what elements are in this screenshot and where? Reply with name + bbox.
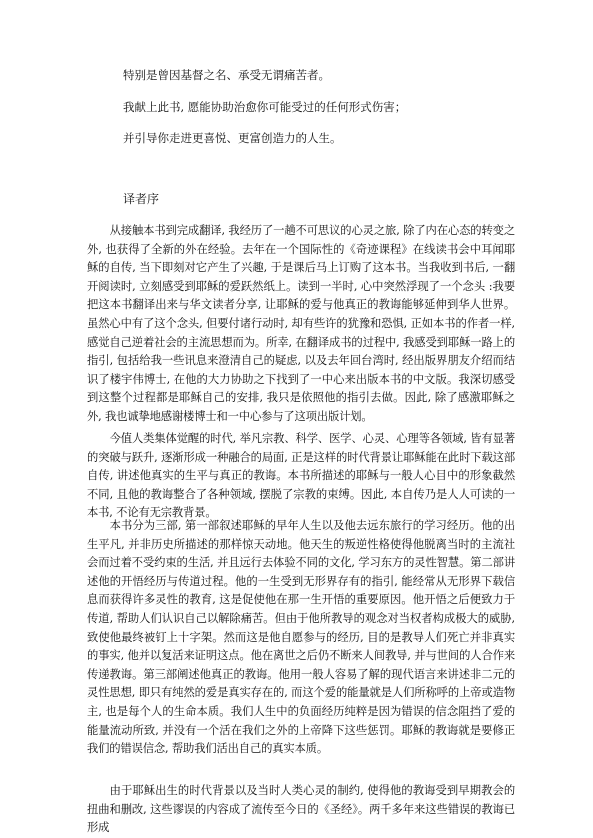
preface-paragraph: 由于耶稣出生的时代背景以及当时人类心灵的制约, 使得他的教诲受到早期教会的扭曲和删改, 这些谬误的内容成了流传至今日的《圣经》。两千多年来这些错误的教诲已形成 (87, 784, 515, 835)
dedication-line-2: 我献上此书, 愿能协助治愈你可能受过的任何形式伤害； (123, 100, 407, 114)
preface-paragraph: 本书分为三部, 第一部叙述耶稣的早年人生以及他去远东旅行的学习经历。他的出生平凡, 并非历史所描述的那样惊天动地。他天生的叛逆性格使得他脱离当时的主流社会而过着不受约束的生活, 并且远行去体验不同的文化, 学习东方的灵性智慧。第二部讲述他的开悟经历与传道过程。他的一生受到无形界存有的指引, 能经常从无形界下载信息而获得许多灵性的教育, 这是促使他在那一生开悟的重要原因。他开悟之后便致力于传道, 帮助人们认识自己以解除痛苦。但由于他所教导的观念对当权者构成极大的威胁, 致使他最终被钉上十字架。然而这是他自愿参与的经历, 目的是教导人们死亡并非真实的事实, 他并以复活来证明这点。他在离世之后仍不断来人间教导, 并与世间的人合作来传递教诲。第三部阐述他真正的教诲。他用一般人容易了解的现代语言来讲述非二元的灵性思想, 即只有纯然的爱是真实存在的, 而这个爱的能量就是人们所称呼的上帝或造物主, 也是每个人的生命本质。我们人生中的负面经历纯粹是因为错误的信念阻挡了爱的能量流动所致, 并没有一个活在我们之外的上帝降下这些惩罚。耶稣的教诲就是要修正我们的错误信念, 帮助我们活出自己的真实本质。 (87, 519, 515, 756)
preface-paragraph: 从接触本书到完成翻译, 我经历了一趟不可思议的心灵之旅, 除了内在心态的转变之外, 也获得了全新的外在经验。去年在一个国际性的《奇迹课程》在线读书会中耳闻耶稣的自传, 当下即刻对它产生了兴趣, 于是课后马上订购了这本书。当我收到书后, 一翻开阅读时, 立刻感受到耶稣的爱跃然纸上。读到一半时, 心中突然浮现了一个念头 :我要把这本书翻译出来与华文读者分享, 让耶稣的爱与他真正的教诲能够延伸到华人世界。虽然心中有了这个念头, 但要付诸行动时, 却有些许的犹豫和恐惧, 正如本书的作者一样, 感觉自己逆着社会的主流思想而为。所幸, 在翻译成书的过程中, 我感受到耶稣一路上的指引, 包括给我一些讯息来澄清自己的疑虑, 以及去年回台湾时, 经出版界朋友介绍而结识了楼宇伟博士, 在他的大力协助之下找到了一中心来出版本书的中文版。我深切感受到这整个过程都是耶稣自己的安排, 我只是依照他的指引去做。因此, 除了感激耶稣之外, 我也诚挚地感谢楼博士和一中心参与了这项出版计划。 (87, 224, 515, 423)
dedication-line-1: 特别是曾因基督之名、承受无谓痛苦者。 (123, 68, 330, 82)
dedication-line-3: 并引导你走进更喜悦、更富创造力的人生。 (123, 131, 342, 145)
preface-paragraph: 今值人类集体觉醒的时代, 举凡宗教、科学、医学、心灵、心理等各领域, 皆有显著的突破与跃升, 逐渐形成一种融合的局面, 正是这样的时代背景让耶稣能在此时下载这部自传, 讲述他真实的生平与真正的教诲。本书所描述的耶稣与一般人心目中的形象截然不同, 且他的教诲整合了各种领域, 摆脱了宗教的束缚。因此, 本自传乃是人人可读的一本书, 不论有无宗教背景。 (87, 432, 515, 520)
preface-title: 译者序 (123, 192, 160, 206)
